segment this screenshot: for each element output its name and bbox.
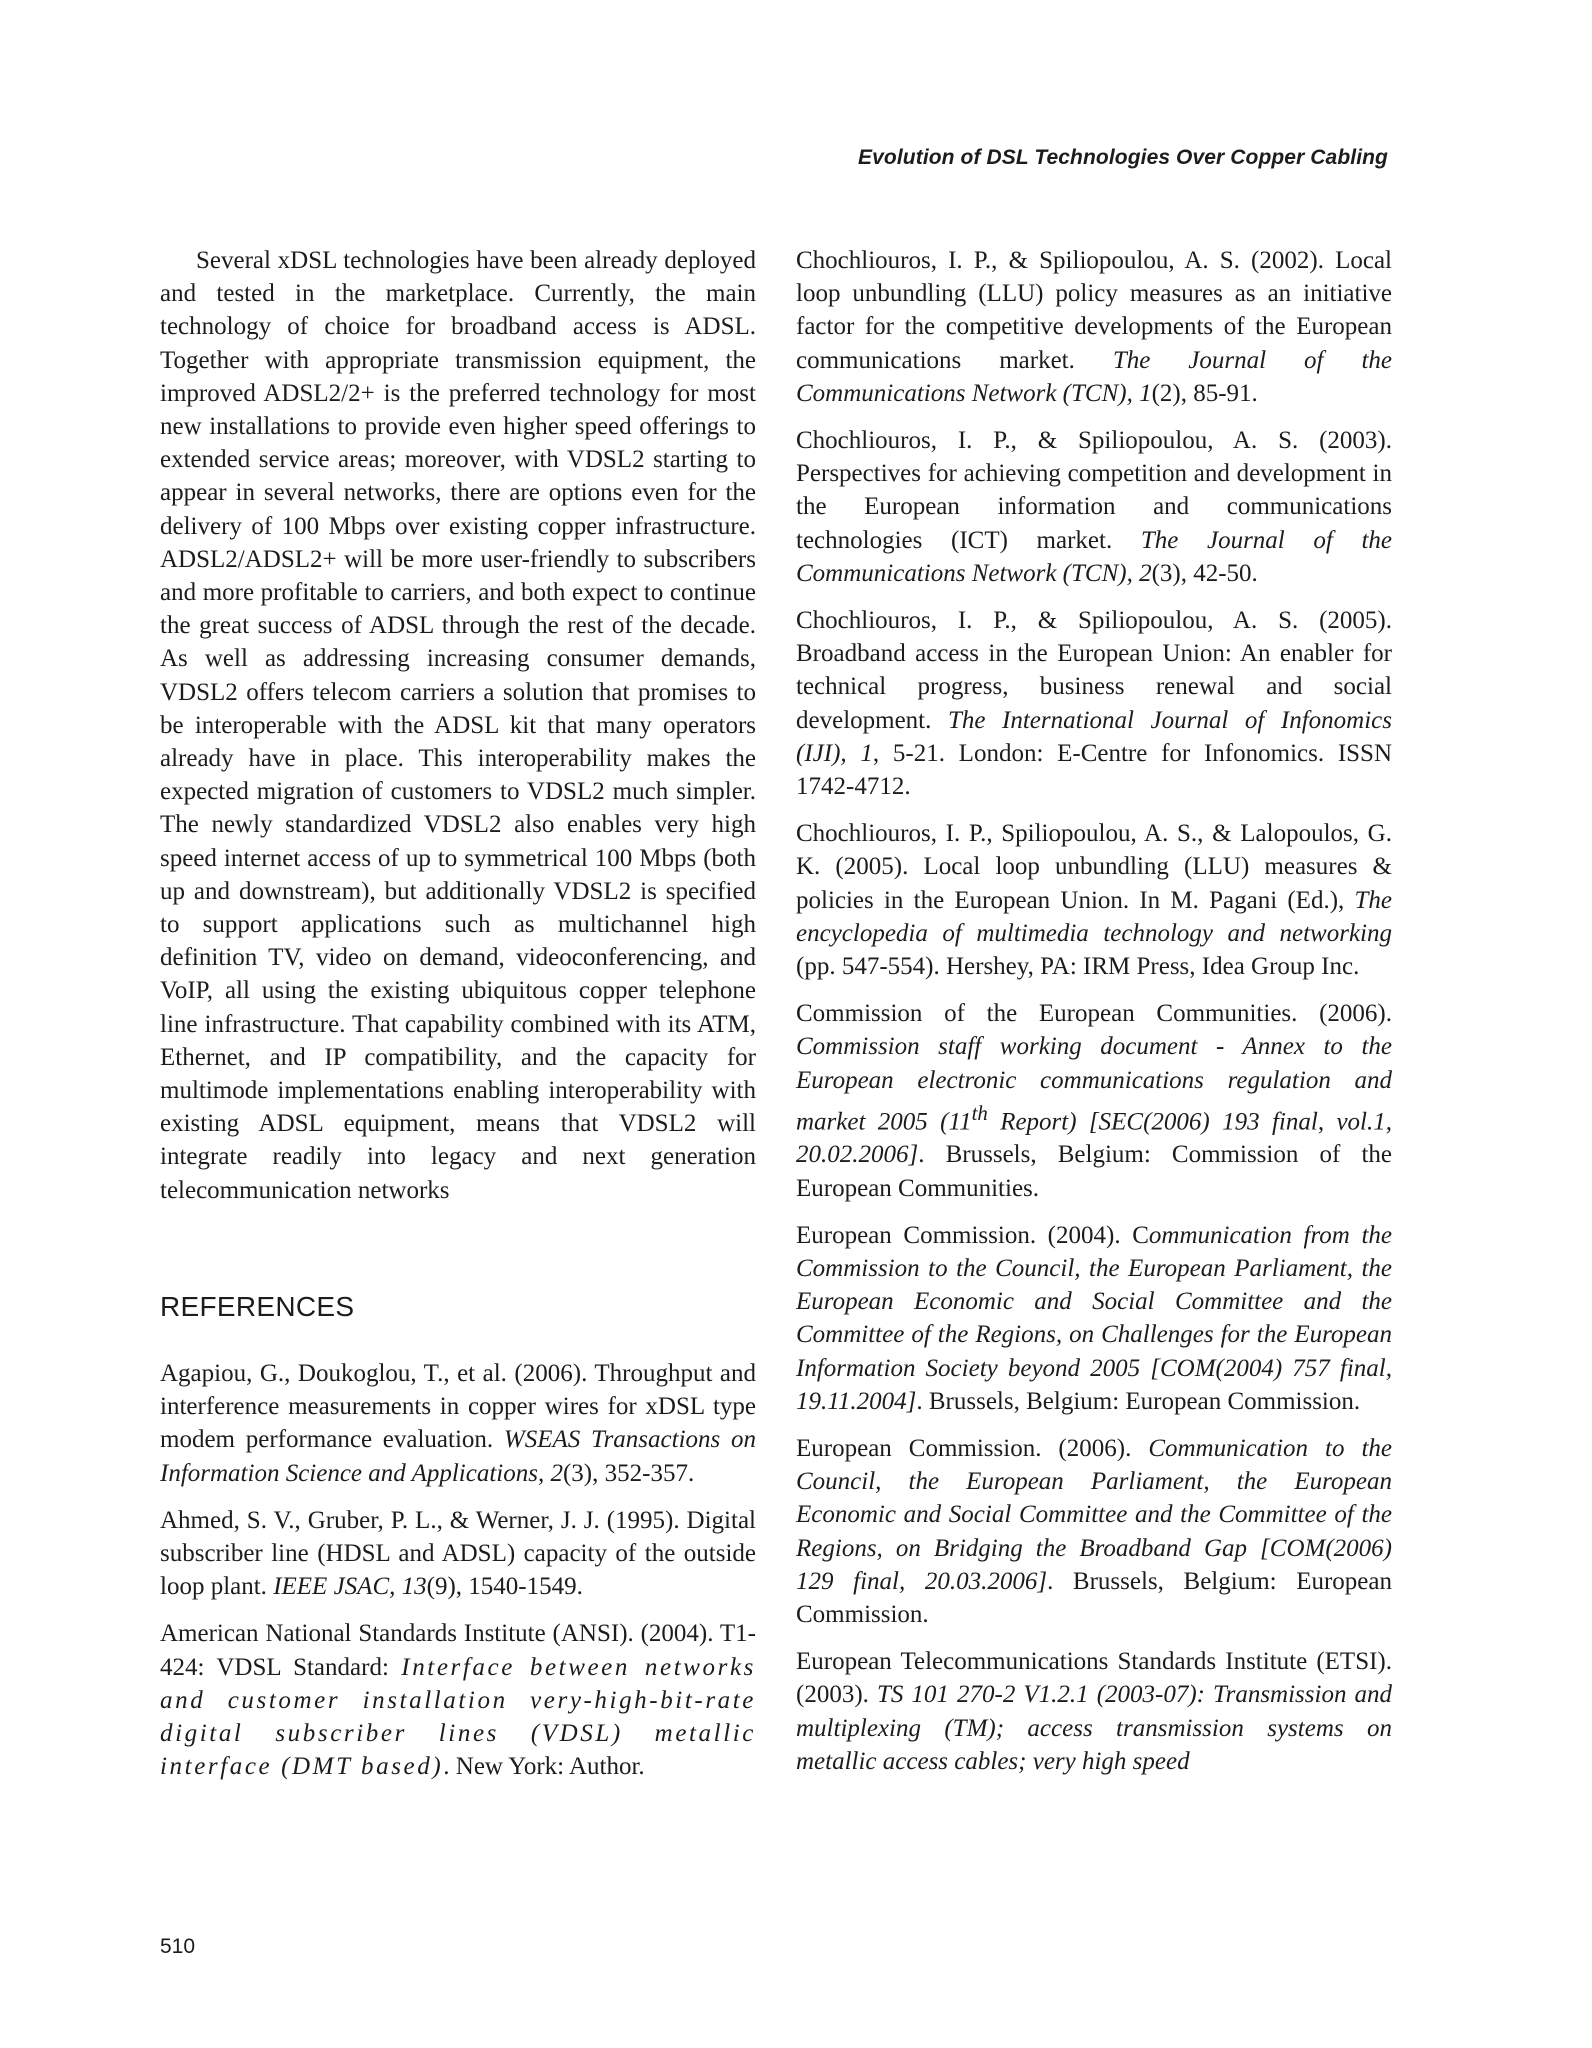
reference-ahmed-1995: Ahmed, S. V., Gruber, P. L., & Werner, J. J. (1995). Digital subscriber line (HDSL and ADSL) capacity of the outside loop plant. IEEE JSAC, 13(9), 1540-1549. xyxy=(160,1506,756,1601)
reference-european-commission-2006: European Commission. (2006). Communication to the Council, the European Parliament, the European Economic and Social Committee and the Committee of the Regions, on Bridging the Broadband Gap [COM(2006) 129 final, 20.03.2006]. Brussels, Belgium: European Commission. xyxy=(796,1435,1392,1629)
running-header: Evolution of DSL Technologies Over Copper Cabling xyxy=(858,146,1388,169)
reference-chochliouros-2005a: Chochliouros, I. P., & Spiliopoulou, A. S. (2005). Broadband access in the European Union: An enabler for technical progress, business renewal and social development. The International Journal of Infonomics (IJI), 1, 5-21. London: E-Centre for Infonomics. ISSN 1742-4712. xyxy=(796,607,1393,801)
right-column xyxy=(796,244,1392,1792)
reference-chochliouros-2005b: Chochliouros, I. P., Spiliopoulou, A. S., & Lalopoulos, G. K. (2005). Local loop unbundling (LLU) measures & policies in the European Union. In M. Pagani (Ed.), The encyclopedia of multimedia technology and networking (pp. 547-554). Hershey, PA: IRM Press, Idea Group Inc. xyxy=(796,820,1392,981)
body-paragraph: Several xDSL technologies have been already deployed and tested in the marketplace. Currently, the main technology of choice for broadband access is ADSL. Together with appropriate transmission equipment, the improved ADSL2/2+ is the preferred technology for most new installations to provide even higher speed offerings to extended service areas; moreover, with VDSL2 starting to appear in several networks, there are options even for the delivery of 100 Mbps over existing copper infrastructure. ADSL2/ADSL2+ will be more user-friendly to subscribers and more profitable to carriers, and both expect to continue the great success of ADSL through the rest of the decade. As well as addressing increasing consumer demands, VDSL2 offers telecom carriers a solution that promises to be interoperable with the ADSL kit that many operators already have in place. This interoperability makes the expected migration of customers to VDSL2 much simpler. The newly standardized VDSL2 also enables very high speed internet access of up to symmetrical 100 Mbps (both up and downstream), but additionally VDSL2 is specified to support applications such as multichannel high definition TV, video on demand, videoconferencing, and VoIP, all using the existing ubiquitous copper telephone line infrastructure. That capability combined with its ATM, Ethernet, and IP compatibility, and the capacity for multimode implementations enabling interoperability with existing ADSL equipment, means that VDSL2 will integrate readily into legacy and next generation telecommunication networks xyxy=(160,247,756,1204)
page-number: 510 xyxy=(160,1935,196,1958)
reference-commission-2006: Commission of the European Communities. (2006). Commission staff working document - Annex to the European electronic communications regulation and market 2005 (11th Report) [SEC(2006) 193 final, vol.1, 20.02.2006]. Brussels, Belgium: Commission of the European Communities. xyxy=(796,1000,1392,1202)
reference-chochliouros-2003: Chochliouros, I. P., & Spiliopoulou, A. S. (2003). Perspectives for achieving competition and development in the European information and communications technologies (ICT) market. The Journal of the Communications Network (TCN), 2(3), 42-50. xyxy=(796,427,1393,587)
reference-european-commission-2004: European Commission. (2004). Communication from the Commission to the Council, the European Parliament, the European Economic and Social Committee and the Committee of the Regions, on Challenges for the European Information Society beyond 2005 [COM(2004) 757 final, 19.11.2004]. Brussels, Belgium: European Commission. xyxy=(796,1221,1393,1415)
references-heading: REFERENCES xyxy=(160,1290,355,1322)
reference-agapiou-2006: Agapiou, G., Doukoglou, T., et al. (2006). Throughput and interference measurements in copper wires for xDSL type modem performance evaluation. WSEAS Transactions on Information Science and Applications, 2(3), 352-357. xyxy=(160,1359,756,1487)
reference-ansi-2004: American National Standards Institute (ANSI). (2004). T1-424: VDSL Standard: Interface between networks and customer installation very-high-bit-rate digital subscriber lines (VDSL) metallic interface (DMT based). New York: Author. xyxy=(160,1620,757,1781)
reference-chochliouros-2002: Chochliouros, I. P., & Spiliopoulou, A. S. (2002). Local loop unbundling (LLU) policy measures as an initiative factor for the competitive developments of the European communications market. The Journal of the Communications Network (TCN), 1(2), 85-91. xyxy=(796,247,1392,407)
left-column xyxy=(160,244,756,1797)
reference-etsi-2003: European Telecommunications Standards Institute (ETSI). (2003). TS 101 270-2 V1.2.1 (2003-07): Transmission and multiplexing (TM); access transmission systems on metallic access cables; very high speed xyxy=(796,1648,1393,1775)
